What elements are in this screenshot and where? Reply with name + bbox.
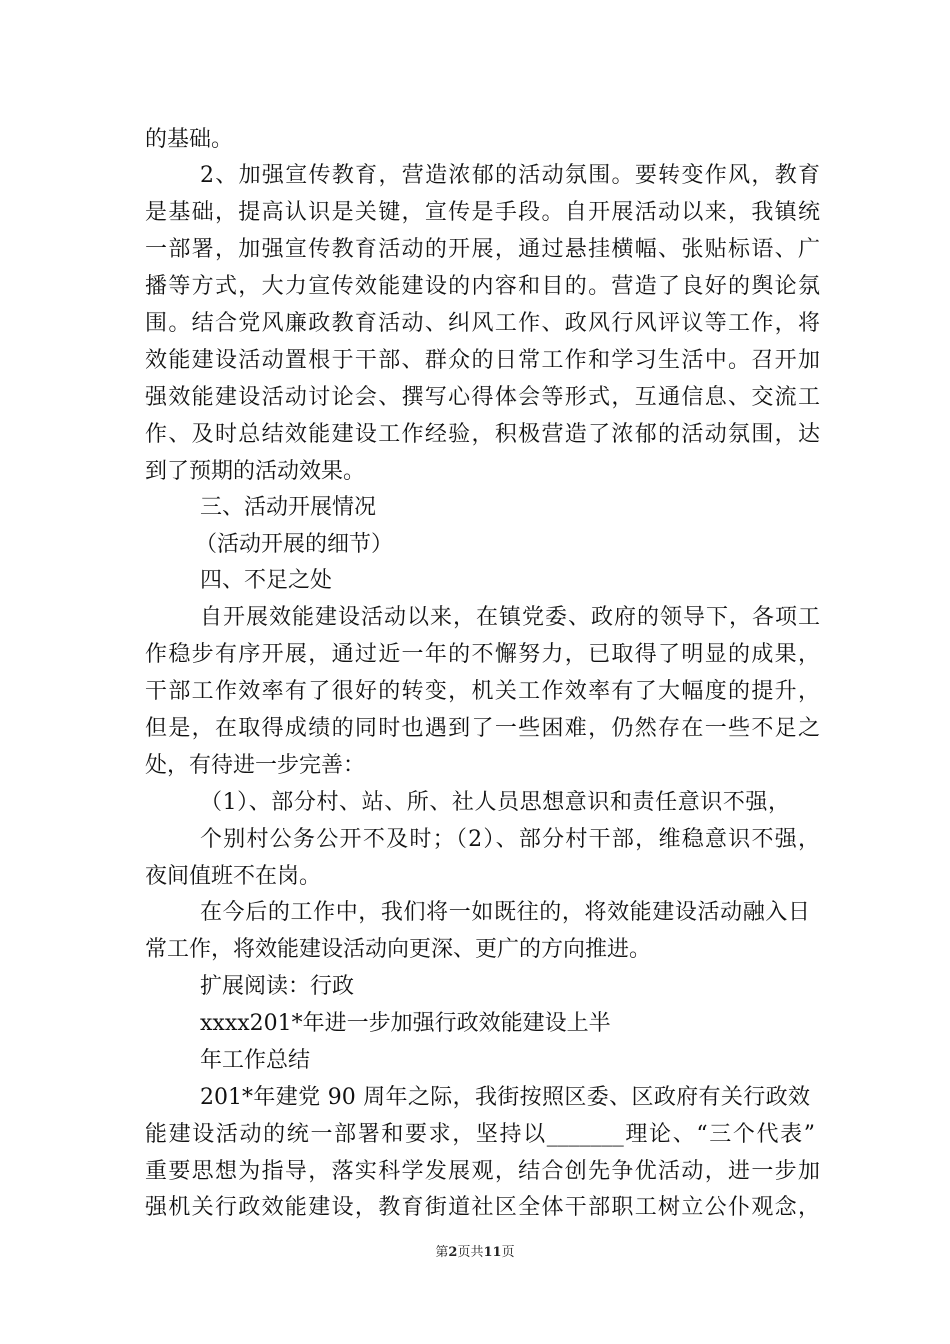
text-line: 的基础。 <box>145 127 234 152</box>
text-line: 是基础，提高认识是关键，宣传是手段。自开展活动以来，我镇统 <box>145 200 820 225</box>
footer-total-pages: 11 <box>483 1245 502 1260</box>
text-line: （活动开展的细节） <box>195 532 394 557</box>
text-line: 201*年建党 90 周年之际，我街按照区委、区政府有关行政效 <box>200 1085 810 1110</box>
text-line: 作、及时总结效能建设工作经验，积极营造了浓郁的活动氛围，达 <box>145 422 820 447</box>
text-line: 处，有待进一步完善： <box>145 753 366 778</box>
text-line: 效能建设活动置根于干部、群众的日常工作和学习生活中。召开加 <box>145 348 820 373</box>
page-footer <box>0 1244 950 1262</box>
text-line: 重要思想为指导，落实科学发展观，结合创先争优活动，进一步加 <box>145 1159 820 1184</box>
footer-prefix: 第 <box>435 1245 449 1260</box>
text-line: 但是，在取得成绩的同时也遇到了一些困难，仍然存在一些不足之 <box>145 716 820 741</box>
text-line: 2、加强宣传教育，营造浓郁的活动氛围。要转变作风，教育 <box>200 163 820 188</box>
section-heading: 三、活动开展情况 <box>200 495 377 520</box>
footer-page-number: 2 <box>448 1245 458 1260</box>
text-line: 个别村公务公开不及时；（2）、部分村干部，维稳意识不强， <box>200 827 820 852</box>
text-line: （1）、部分村、站、所、社人员思想意识和责任意识不强， <box>200 790 790 815</box>
text-line: 强效能建设活动讨论会、撰写心得体会等形式，互通信息、交流工 <box>145 385 820 410</box>
text-line: 一部署，加强宣传教育活动的开展，通过悬挂横幅、张贴标语、广 <box>145 237 820 262</box>
text-line: 干部工作效率有了很好的转变，机关工作效率有了大幅度的提升， <box>145 679 820 704</box>
text-line: 强机关行政效能建设，教育街道社区全体干部职工树立公仆观念， <box>145 1195 820 1220</box>
text-line: xxxx201*年进一步加强行政效能建设上半 <box>200 1011 611 1036</box>
text-line: 播等方式，大力宣传效能建设的内容和目的。营造了良好的舆论氛 <box>145 274 820 299</box>
text-line: 能建设活动的统一部署和要求，坚持以_______理论、“三个代表” <box>145 1122 815 1147</box>
text-line: 围。结合党风廉政教育活动、纠风工作、政风行风评议等工作，将 <box>145 311 820 336</box>
text-line: 作稳步有序开展，通过近一年的不懈努力，已取得了明显的成果， <box>145 642 820 667</box>
text-line: 扩展阅读：行政 <box>200 974 355 999</box>
footer-suffix: 页 <box>501 1245 515 1260</box>
text-line: 到了预期的活动效果。 <box>145 459 366 484</box>
text-line: 夜间值班不在岗。 <box>145 864 322 889</box>
section-heading: 四、不足之处 <box>200 568 333 593</box>
text-line: 常工作，将效能建设活动向更深、更广的方向推进。 <box>145 937 652 962</box>
footer-middle: 页共 <box>457 1245 484 1260</box>
text-line: 在今后的工作中，我们将一如既往的，将效能建设活动融入日 <box>200 900 810 925</box>
text-line: 年工作总结 <box>200 1048 311 1073</box>
text-line: 自开展效能建设活动以来，在镇党委、政府的领导下，各项工 <box>200 605 820 630</box>
